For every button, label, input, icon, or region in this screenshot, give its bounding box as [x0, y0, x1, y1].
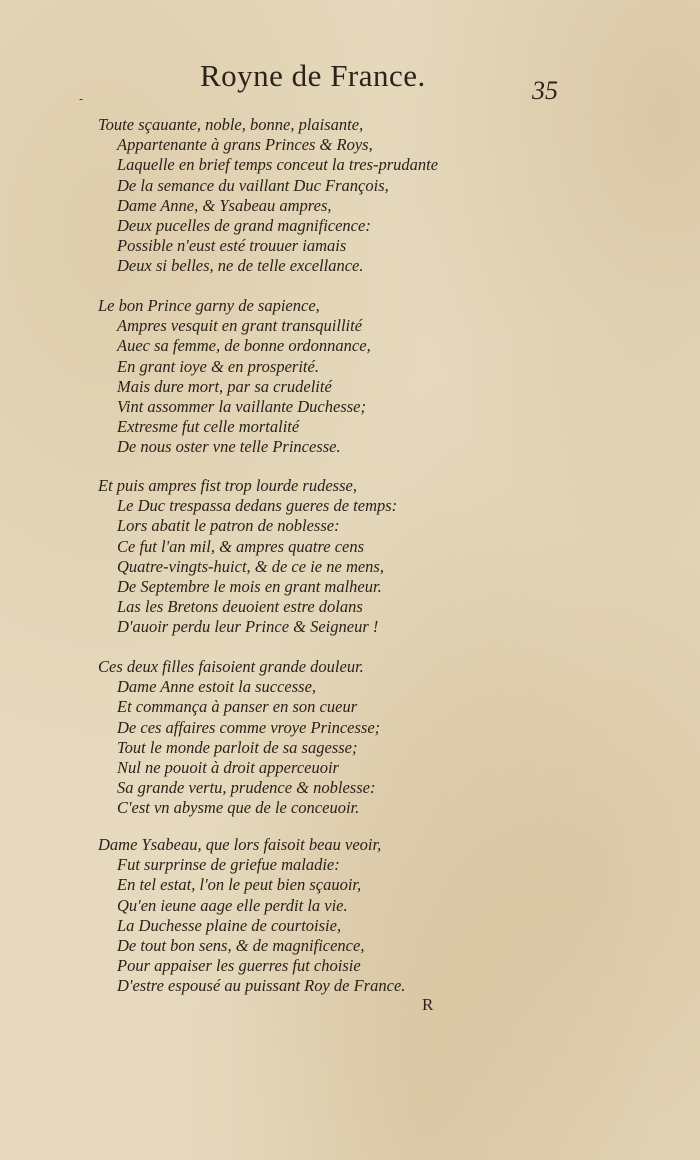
verse-line: La Duchesse plaine de courtoisie,: [117, 915, 342, 935]
verse-line: Le bon Prince garny de sapience,: [98, 296, 320, 315]
verse-line: Mais dure mort, par sa crudelité: [117, 376, 332, 396]
verse-line: D'estre espousé au puissant Roy de France.: [117, 976, 406, 996]
verse-line: Ampres vesquit en grant transquillité: [117, 316, 363, 336]
verse-line: Fut surprinse de griefue maladie:: [117, 855, 340, 875]
verse-line: De ces affaires comme vroye Princesse;: [117, 717, 381, 737]
verse-line: Dame Anne, & Ysabeau ampres,: [117, 195, 332, 215]
verse-line: Qu'en ieune aage elle perdit la vie.: [117, 895, 348, 915]
verse-line: D'auoir perdu leur Prince & Seigneur !: [117, 617, 379, 637]
verse-line: Lors abatit le patron de noblesse:: [117, 516, 340, 536]
verse-line: De la semance du vaillant Duc François,: [117, 175, 389, 195]
verse-line: Extresme fut celle mortalité: [117, 417, 300, 437]
verse-line: Appartenante à grans Princes & Roys,: [117, 135, 373, 155]
verse-line: De tout bon sens, & de magnificence,: [117, 936, 365, 955]
verse-line: Vint assommer la vaillante Duchesse;: [117, 397, 366, 416]
verse-line: Laquelle en brief temps conceut la tres-prudante: [117, 155, 439, 175]
verse-line: C'est vn abysme que de le conceuoir.: [117, 798, 360, 818]
verse-line: Ces deux filles faisoient grande douleur.: [98, 657, 364, 676]
verse-line: En tel estat, l'on le peut bien sçauoir,: [117, 875, 362, 895]
verse-line: Deux si belles, ne de telle excellance.: [117, 256, 364, 276]
verse-line: Sa grande vertu, prudence & noblesse:: [117, 778, 376, 798]
verse-line: Nul ne pouoit à droit apperceuoir: [117, 758, 339, 777]
verse-line: Auec sa femme, de bonne ordonnance,: [117, 336, 371, 356]
running-title: Royne de France.: [200, 58, 426, 93]
verse-line: Et puis ampres fist trop lourde rudesse,: [98, 476, 357, 495]
verse-line: Dame Ysabeau, que lors faisoit beau veoir,: [98, 835, 382, 854]
verse-line: Tout le monde parloit de sa sagesse;: [117, 737, 358, 757]
verse-line: Pour appaiser les guerres fut choisie: [117, 956, 361, 976]
verse-line: Ce fut l'an mil, & ampres quatre cens: [117, 536, 365, 556]
verse-line: De Septembre le mois en grant malheur.: [117, 577, 382, 596]
verse-line: Et commança à panser en son cueur: [117, 697, 358, 717]
verse-line: Quatre-vingts-huict, & de ce ie ne mens,: [117, 556, 384, 576]
margin-mark: -: [79, 92, 84, 106]
verse-line: Toute sçauante, noble, bonne, plaisante,: [98, 115, 364, 134]
verse-line: En grant ioye & en prosperité.: [117, 356, 319, 376]
verse-line: Las les Bretons deuoient estre dolans: [117, 597, 363, 617]
page-number: 35: [532, 76, 558, 105]
verse-line: Deux pucelles de grand magnificence:: [117, 216, 371, 235]
verse-line: Possible n'eust esté trouuer iamais: [117, 236, 347, 256]
verse-line: Le Duc trespassa dedans gueres de temps:: [117, 496, 398, 516]
catchword: R: [422, 995, 434, 1014]
verse-line: Dame Anne estoit la successe,: [117, 677, 317, 697]
verse-line: De nous oster vne telle Princesse.: [117, 437, 341, 457]
